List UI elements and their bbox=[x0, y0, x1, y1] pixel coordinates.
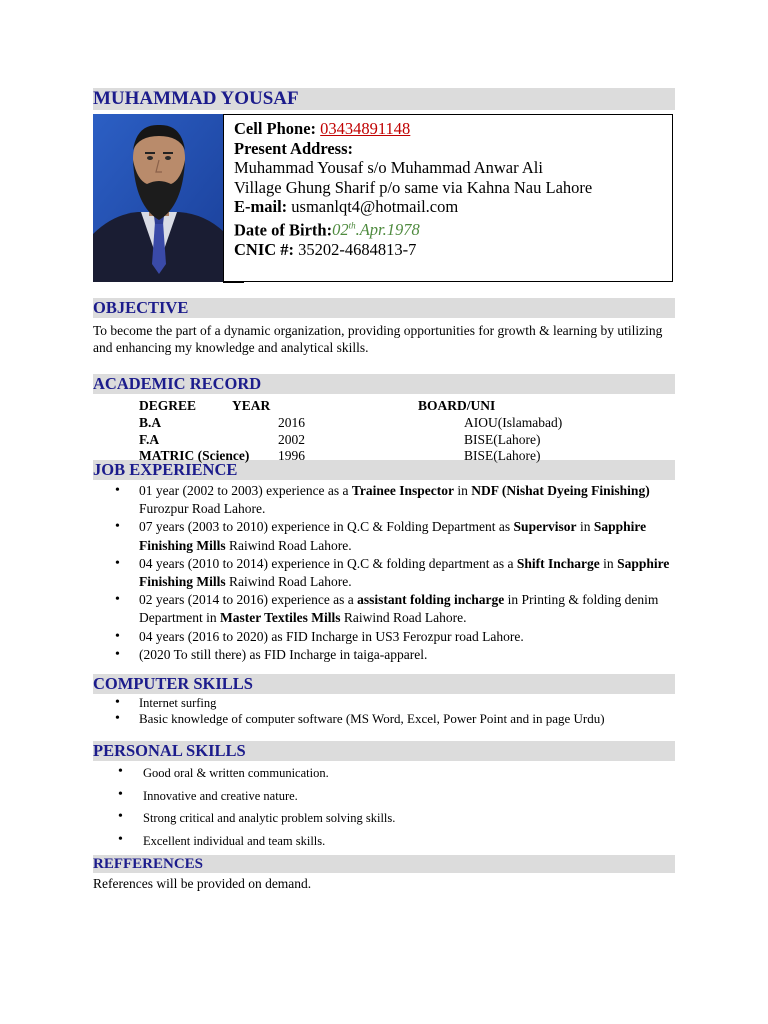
job-location: Furozpur Road Lahore. bbox=[139, 501, 266, 517]
academic-header-board: BOARD/UNI bbox=[418, 398, 496, 413]
address-line-2: Village Ghung Sharif p/o same via Kahna Nau Lahore bbox=[234, 177, 593, 197]
computer-skill-item: • Internet surfing bbox=[93, 695, 675, 711]
academic-row-year: 1996 bbox=[278, 448, 305, 463]
job-text: (2020 To still there) as FID Incharge in taiga-apparel. bbox=[139, 646, 428, 662]
references-text: References will be provided on demand. bbox=[93, 876, 312, 892]
job-text: in bbox=[454, 483, 472, 498]
job-text: 04 years (2016 to 2020) as FID Incharge in US3 Ferozpur road Lahore. bbox=[139, 628, 524, 644]
dob-label: Date of Birth: bbox=[234, 220, 333, 240]
address-line-1: Muhammad Yousaf s/o Muhammad Anwar Ali bbox=[234, 158, 543, 178]
academic-header-degree: DEGREE bbox=[139, 398, 197, 413]
computer-skills-list bbox=[93, 695, 675, 727]
academic-row-board: AIOU(Islamabad) bbox=[464, 415, 563, 430]
personal-skills-heading: PERSONAL SKILLS bbox=[93, 741, 675, 761]
academic-heading: ACADEMIC RECORD bbox=[93, 374, 675, 394]
job-text: in Printing & folding denim Department in bbox=[139, 592, 659, 626]
job-item bbox=[93, 518, 675, 554]
job-heading: JOB EXPERIENCE bbox=[93, 460, 675, 480]
cell-phone-line bbox=[234, 119, 592, 139]
job-text: 07 years (2003 to 2010) experience in Q.C & Folding Department as bbox=[139, 519, 514, 535]
personal-skill-item: • Excellent individual and team skills. bbox=[93, 830, 675, 853]
job-item bbox=[93, 646, 675, 664]
address-label: Present Address: bbox=[234, 138, 354, 158]
job-location: Raiwind Road Lahore. bbox=[340, 610, 467, 626]
dob-day: 02 bbox=[332, 220, 349, 240]
job-role: Shift Incharge bbox=[516, 555, 600, 571]
personal-skill-item: • Good oral & written communication. bbox=[93, 762, 675, 785]
job-location: Raiwind Road Lahore. bbox=[225, 537, 352, 553]
academic-row-year: 2016 bbox=[278, 415, 305, 430]
job-text: in bbox=[599, 555, 618, 571]
job-item bbox=[93, 628, 675, 646]
job-company: Sapphire Finishing Mills bbox=[139, 555, 670, 590]
academic-header-year: YEAR bbox=[232, 398, 271, 413]
objective-heading: OBJECTIVE bbox=[93, 298, 675, 318]
job-location: Raiwind Road Lahore. bbox=[225, 574, 352, 590]
dob-rest: .Apr.1978 bbox=[355, 220, 420, 240]
academic-row-degree: F.A bbox=[139, 432, 160, 447]
cell-phone-label: Cell Phone: bbox=[234, 119, 317, 138]
job-role: assistant folding incharge bbox=[357, 592, 505, 608]
cnic-label: CNIC #: bbox=[234, 240, 295, 260]
personal-skill-item: • Innovative and creative nature. bbox=[93, 785, 675, 808]
resume-page bbox=[93, 88, 675, 892]
computer-skills-heading: COMPUTER SKILLS bbox=[93, 674, 675, 694]
job-role: Supervisor bbox=[513, 519, 577, 535]
email-label: E-mail: bbox=[234, 197, 288, 217]
cnic-value: 35202-4684813-7 bbox=[298, 240, 417, 260]
job-list bbox=[93, 482, 675, 664]
profile-photo bbox=[93, 114, 224, 282]
contact-section bbox=[93, 114, 675, 284]
dob-value bbox=[332, 220, 420, 239]
candidate-name: MUHAMMAD YOUSAF bbox=[93, 88, 675, 110]
references-heading: REFFERENCES bbox=[93, 855, 675, 873]
email-value: usmanlqt4@hotmail.com bbox=[291, 197, 459, 217]
academic-row-degree: B.A bbox=[139, 415, 162, 430]
email-line bbox=[234, 197, 592, 217]
job-company: NDF (Nishat Dyeing Finishing) bbox=[471, 483, 650, 498]
contact-box bbox=[223, 114, 673, 282]
personal-skill-item: • Strong critical and analytic problem solving skills. bbox=[93, 807, 675, 830]
cnic-line bbox=[234, 240, 592, 260]
academic-row-year: 2002 bbox=[278, 432, 305, 447]
job-text: 02 years (2014 to 2016) experience as a bbox=[139, 592, 358, 608]
job-company: Master Textiles Mills bbox=[219, 610, 341, 626]
objective-text: To become the part of a dynamic organization, providing opportunities for growth & learning by utilizing and enhancing my knowledge and analytical skills. bbox=[93, 323, 663, 355]
job-company: Sapphire Finishing Mills bbox=[139, 519, 647, 553]
computer-skill-item: • Basic knowledge of computer software (MS Word, Excel, Power Point and in page Urdu) bbox=[93, 711, 675, 727]
job-item bbox=[93, 555, 675, 591]
job-role: Trainee Inspector bbox=[351, 483, 455, 498]
job-text: 01 year (2002 to 2003) experience as a bbox=[139, 483, 352, 498]
job-text: 04 years (2010 to 2014) experience in Q.C & folding department as a bbox=[139, 555, 517, 571]
dob-line bbox=[234, 217, 592, 240]
dob-suffix: th bbox=[348, 220, 356, 231]
job-item bbox=[93, 482, 675, 518]
academic-row-degree: MATRIC (Science) bbox=[139, 448, 250, 463]
academic-table bbox=[93, 396, 675, 464]
cell-phone-link[interactable]: 03434891148 bbox=[320, 119, 411, 138]
photo-underline bbox=[223, 281, 244, 283]
job-item bbox=[93, 591, 675, 627]
personal-skills-list bbox=[93, 762, 675, 852]
academic-row-board: BISE(Lahore) bbox=[464, 432, 541, 447]
academic-row-board: BISE(Lahore) bbox=[464, 448, 541, 463]
job-text: in bbox=[576, 519, 594, 535]
